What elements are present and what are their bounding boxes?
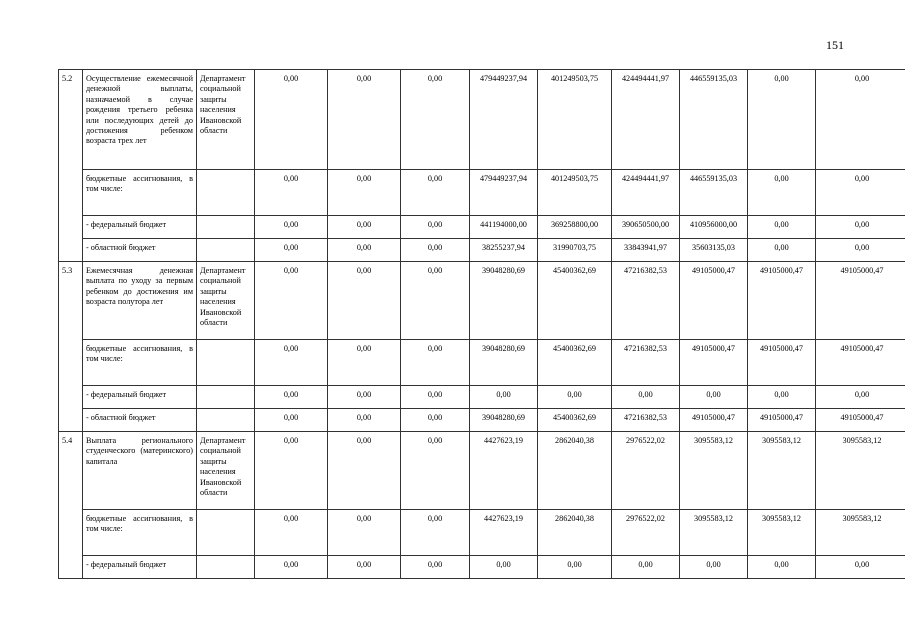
value-cell: 31990703,75 (538, 239, 612, 262)
value-cell: 35603135,03 (680, 239, 748, 262)
funding-subrow (59, 386, 905, 409)
value-cell: 0,00 (748, 239, 816, 262)
value-cell: 49105000,47 (816, 409, 905, 432)
value-cell: 39048280,69 (470, 340, 538, 386)
value-cell: 0,00 (328, 70, 401, 170)
program-row (59, 432, 905, 510)
value-cell: 0,00 (328, 216, 401, 239)
value-cell: 0,00 (538, 556, 612, 579)
value-cell: 0,00 (401, 556, 470, 579)
value-cell: 0,00 (470, 386, 538, 409)
funding-label: - федеральный бюджет (83, 556, 197, 579)
funding-subrow (59, 239, 905, 262)
value-cell: 0,00 (401, 239, 470, 262)
empty-cell (197, 239, 255, 262)
value-cell: 45400362,69 (538, 340, 612, 386)
value-cell: 0,00 (680, 556, 748, 579)
funding-label: - областной бюджет (83, 239, 197, 262)
value-cell: 0,00 (401, 340, 470, 386)
funding-subrow (59, 510, 905, 556)
value-cell: 401249503,75 (538, 70, 612, 170)
value-cell: 0,00 (748, 70, 816, 170)
value-cell: 0,00 (328, 510, 401, 556)
row-description: Ежемесячная денежная выплата по уходу за первым ребенком до достижения им возраста полутора лет (83, 262, 197, 340)
value-cell: 0,00 (328, 386, 401, 409)
value-cell: 0,00 (748, 216, 816, 239)
value-cell: 0,00 (816, 239, 905, 262)
empty-cell (197, 510, 255, 556)
value-cell: 479449237,94 (470, 70, 538, 170)
value-cell: 0,00 (328, 432, 401, 510)
value-cell: 0,00 (612, 556, 680, 579)
value-cell: 4427623,19 (470, 432, 538, 510)
value-cell: 446559135,03 (680, 70, 748, 170)
value-cell: 0,00 (328, 239, 401, 262)
value-cell: 0,00 (470, 556, 538, 579)
empty-cell (197, 170, 255, 216)
funding-label: - федеральный бюджет (83, 386, 197, 409)
budget-table (58, 69, 905, 579)
row-index: 5.4 (59, 432, 83, 579)
row-department: Департамент социальной защиты населения Ивановской области (197, 432, 255, 510)
empty-cell (197, 409, 255, 432)
value-cell: 0,00 (401, 510, 470, 556)
row-description: Выплата регионального студенческого (материнского) капитала (83, 432, 197, 510)
value-cell: 49105000,47 (680, 340, 748, 386)
value-cell: 424494441,97 (612, 170, 680, 216)
value-cell: 3095583,12 (748, 510, 816, 556)
row-department: Департамент социальной защиты населения Ивановской области (197, 70, 255, 170)
value-cell: 0,00 (538, 386, 612, 409)
funding-label: - областной бюджет (83, 409, 197, 432)
value-cell: 410956000,00 (680, 216, 748, 239)
value-cell: 0,00 (328, 170, 401, 216)
program-row (59, 70, 905, 170)
value-cell: 0,00 (255, 556, 328, 579)
empty-cell (197, 556, 255, 579)
value-cell: 49105000,47 (680, 262, 748, 340)
value-cell: 49105000,47 (748, 340, 816, 386)
empty-cell (197, 340, 255, 386)
value-cell: 0,00 (401, 216, 470, 239)
funding-subrow (59, 340, 905, 386)
value-cell: 0,00 (401, 70, 470, 170)
value-cell: 49105000,47 (816, 340, 905, 386)
value-cell: 3095583,12 (748, 432, 816, 510)
value-cell: 0,00 (748, 170, 816, 216)
value-cell: 0,00 (255, 386, 328, 409)
value-cell: 0,00 (255, 239, 328, 262)
value-cell: 0,00 (680, 386, 748, 409)
value-cell: 0,00 (255, 409, 328, 432)
value-cell: 3095583,12 (680, 510, 748, 556)
row-description: Осуществление ежемесячной денежной выплаты, назначаемой в случае рождения третьего ребенка или последующих детей до достижения ребенком возраста трех лет (83, 70, 197, 170)
value-cell: 0,00 (328, 409, 401, 432)
value-cell: 424494441,97 (612, 70, 680, 170)
value-cell: 0,00 (401, 262, 470, 340)
value-cell: 0,00 (816, 386, 905, 409)
value-cell: 369258800,00 (538, 216, 612, 239)
value-cell: 0,00 (255, 510, 328, 556)
funding-subrow (59, 409, 905, 432)
value-cell: 0,00 (401, 170, 470, 216)
value-cell: 2862040,38 (538, 510, 612, 556)
funding-subrow (59, 216, 905, 239)
value-cell: 0,00 (748, 556, 816, 579)
value-cell: 3095583,12 (816, 432, 905, 510)
value-cell: 0,00 (401, 432, 470, 510)
value-cell: 0,00 (401, 409, 470, 432)
value-cell: 45400362,69 (538, 262, 612, 340)
value-cell: 0,00 (328, 340, 401, 386)
table-body (59, 70, 905, 579)
value-cell: 0,00 (612, 386, 680, 409)
value-cell: 39048280,69 (470, 262, 538, 340)
value-cell: 0,00 (255, 70, 328, 170)
value-cell: 47216382,53 (612, 409, 680, 432)
value-cell: 2976522,02 (612, 432, 680, 510)
value-cell: 33843941,97 (612, 239, 680, 262)
value-cell: 0,00 (328, 556, 401, 579)
value-cell: 0,00 (255, 432, 328, 510)
value-cell: 479449237,94 (470, 170, 538, 216)
value-cell: 4427623,19 (470, 510, 538, 556)
value-cell: 441194000,00 (470, 216, 538, 239)
row-index: 5.2 (59, 70, 83, 262)
value-cell: 401249503,75 (538, 170, 612, 216)
funding-label: бюджетные ассигнования, в том числе: (83, 170, 197, 216)
value-cell: 39048280,69 (470, 409, 538, 432)
value-cell: 0,00 (816, 70, 905, 170)
value-cell: 49105000,47 (748, 409, 816, 432)
value-cell: 2976522,02 (612, 510, 680, 556)
page-number: 151 (826, 38, 844, 52)
value-cell: 0,00 (401, 386, 470, 409)
value-cell: 0,00 (816, 556, 905, 579)
value-cell: 0,00 (328, 262, 401, 340)
value-cell: 0,00 (748, 386, 816, 409)
value-cell: 0,00 (255, 262, 328, 340)
funding-label: бюджетные ассигнования, в том числе: (83, 510, 197, 556)
value-cell: 0,00 (816, 216, 905, 239)
value-cell: 47216382,53 (612, 340, 680, 386)
value-cell: 0,00 (255, 340, 328, 386)
funding-label: бюджетные ассигнования, в том числе: (83, 340, 197, 386)
value-cell: 0,00 (816, 170, 905, 216)
value-cell: 49105000,47 (680, 409, 748, 432)
value-cell: 49105000,47 (748, 262, 816, 340)
value-cell: 390650500,00 (612, 216, 680, 239)
funding-subrow (59, 170, 905, 216)
funding-subrow (59, 556, 905, 579)
value-cell: 2862040,38 (538, 432, 612, 510)
value-cell: 0,00 (255, 170, 328, 216)
value-cell: 446559135,03 (680, 170, 748, 216)
value-cell: 49105000,47 (816, 262, 905, 340)
value-cell: 3095583,12 (816, 510, 905, 556)
row-department: Департамент социальной защиты населения Ивановской области (197, 262, 255, 340)
row-index: 5.3 (59, 262, 83, 432)
empty-cell (197, 216, 255, 239)
value-cell: 0,00 (255, 216, 328, 239)
value-cell: 47216382,53 (612, 262, 680, 340)
funding-label: - федеральный бюджет (83, 216, 197, 239)
value-cell: 3095583,12 (680, 432, 748, 510)
program-row (59, 262, 905, 340)
value-cell: 38255237,94 (470, 239, 538, 262)
value-cell: 45400362,69 (538, 409, 612, 432)
empty-cell (197, 386, 255, 409)
